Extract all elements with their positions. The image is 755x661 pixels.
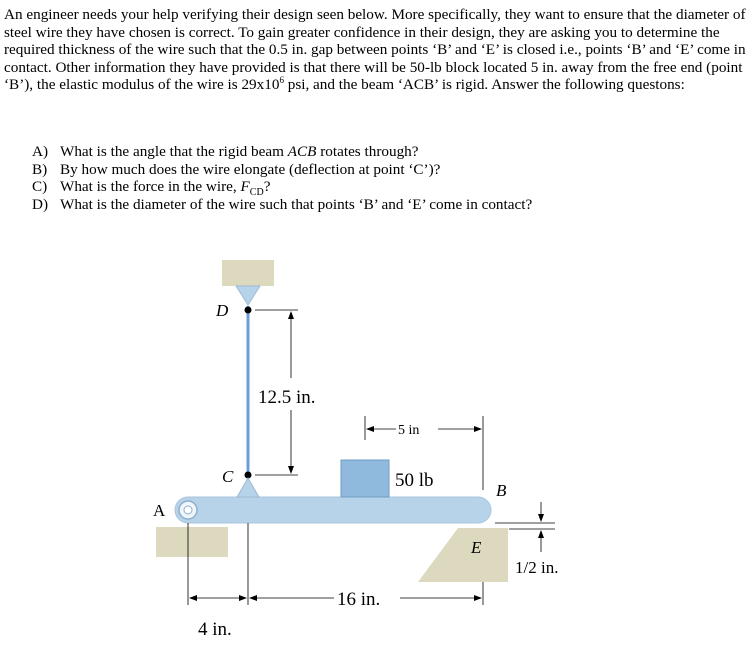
dim-wire-length: 12.5 in. (258, 387, 316, 408)
dim-block-offset: 5 in (398, 423, 420, 438)
question-a: A) What is the angle that the rigid beam ACB rotates through? (32, 143, 419, 160)
top-pin-triangle (236, 286, 260, 305)
pin-d (245, 307, 252, 314)
dim-ac: 4 in. (198, 619, 232, 640)
label-a: A (153, 501, 166, 520)
label-d: D (216, 301, 229, 320)
label-c: C (222, 467, 234, 486)
block-load-label: 50 lb (395, 470, 434, 491)
ceiling-support (222, 260, 274, 286)
support-a (156, 527, 228, 557)
question-c: C) What is the force in the wire, $F_{CD}$? (32, 178, 271, 199)
label-e: E (471, 538, 482, 557)
support-e (418, 528, 508, 582)
dim-total: 16 in. (337, 589, 381, 610)
dim-gap: 1/2 in. (515, 558, 559, 577)
rigid-beam-acb (175, 497, 491, 523)
intro-text-end: psi, and the beam ‘ACB’ is rigid. Answer the following questons: (283, 76, 685, 94)
intro-text: An engineer needs your help verifying their design seen below. More specifically, they want to ensure that the diameter of steel wire they have chosen is correct. To gain greater confidence in their design, they are asking you to determine the required thickness of the wire such that the 0.5 in. gap between points ‘B’ and ‘E’ is closed i.e., points ‘B’ and ‘E’ come in contact. Other information they have provided is that there will be 50-lb block located 5 in. away from the free end (point ‘B’), the elastic modulus of the wire is 29x10 (4, 6, 746, 94)
block-50lb (341, 460, 389, 497)
intro-exponent: 6 (279, 75, 284, 86)
question-d: D) What is the diameter of the wire such that points ‘B’ and ‘E’ come in contact? (32, 195, 533, 213)
question-b: B) By how much does the wire elongate (deflection at point ‘C’)? (32, 160, 441, 178)
label-b: B (496, 481, 507, 500)
bracket-c (237, 478, 259, 497)
